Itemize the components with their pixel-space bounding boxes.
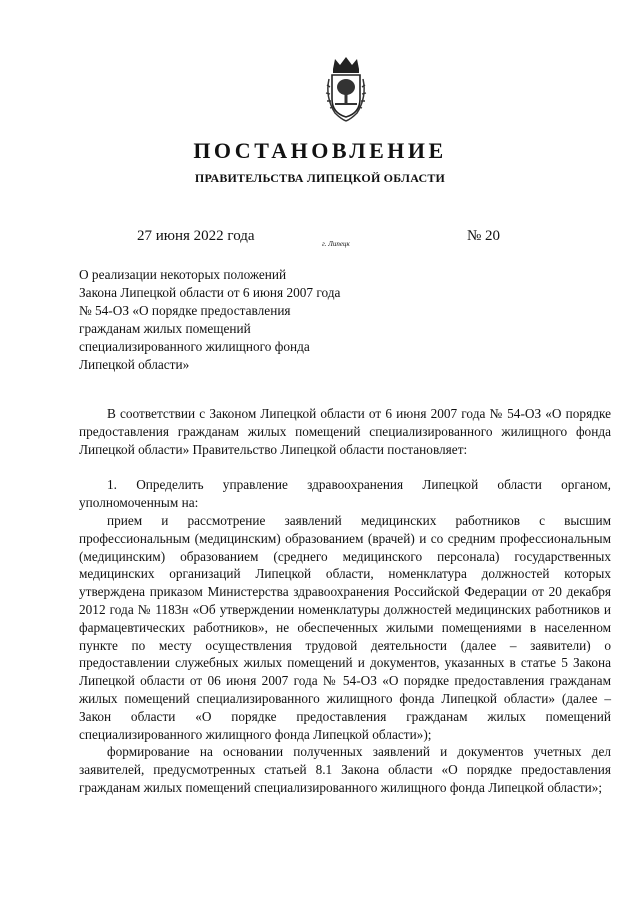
subject-line: специализированного жилищного фонда <box>79 339 310 355</box>
clause-1-item-formation: формирование на основании полученных заявлений и документов учетных дел заявителей, предусмотренных статьей 8.1 Закона области «О порядке предоставления гражданам жилых помещений специализированного жилищного фонда Липецкой области»; <box>79 744 611 795</box>
subject-line: Липецкой области» <box>79 357 190 373</box>
subject-line: Закона Липецкой области от 6 июня 2007 года <box>79 285 341 301</box>
preamble-paragraph: В соответствии с Законом Липецкой области от 6 июня 2007 года № 54-ОЗ «О порядке предоставления гражданам жилых помещений специализированного жилищного фонда Липецкой области» Правительство Липецкой области постановляет: <box>79 406 611 457</box>
subject-line: О реализации некоторых положений <box>79 267 287 282</box>
document-date: 27 июня 2022 года <box>137 228 255 244</box>
document-subject <box>79 266 399 375</box>
issuer-name: ПРАВИТЕЛЬСТВА ЛИПЕЦКОЙ ОБЛАСТИ <box>194 171 446 185</box>
clause-1-item-reception: прием и рассмотрение заявлений медицинских работников с высшим профессиональным (медицинским) образованием (врачей) и со средним профессиональным (медицинским) образованием (среднего медицинского персонала) государственных медицинских организаций Липецкой области, номенклатура должностей которых утверждена приказом Министерства здравоохранения Российской Федерации от 20 декабря 2012 года № 1183н «Об утверждении номенклатуры должностей медицинских работников и фармацевтических работников», не обеспеченных жилыми помещениями в населенном пункте по месту осуществления трудовой деятельности (далее – заявители) о предоставлении служебных жилых помещений и документов, указанных в статье 5 Закона Липецкой области от 06 июня 2007 года № 54-ОЗ «О порядке предоставления гражданам жилых помещений специализированного жилищного фонда Липецкой области» (далее – Закон области «О порядке предоставления гражданам жилых помещений специализированного жилищного фонда Липецкой области»); <box>79 512 611 742</box>
document-number: № 20 <box>467 228 501 244</box>
document-title: ПОСТАНОВЛЕНИЕ <box>193 138 447 163</box>
subject-line: № 54-ОЗ «О порядке предоставления <box>79 303 291 319</box>
coat-of-arms-icon <box>323 55 369 125</box>
document-city: г. Липецк <box>322 240 350 248</box>
clause-1-paragraph: 1. Определить управление здравоохранения Липецкой области органом, уполномоченным на: <box>79 477 611 511</box>
document-body <box>79 405 611 797</box>
subject-line: гражданам жилых помещений <box>79 321 251 337</box>
